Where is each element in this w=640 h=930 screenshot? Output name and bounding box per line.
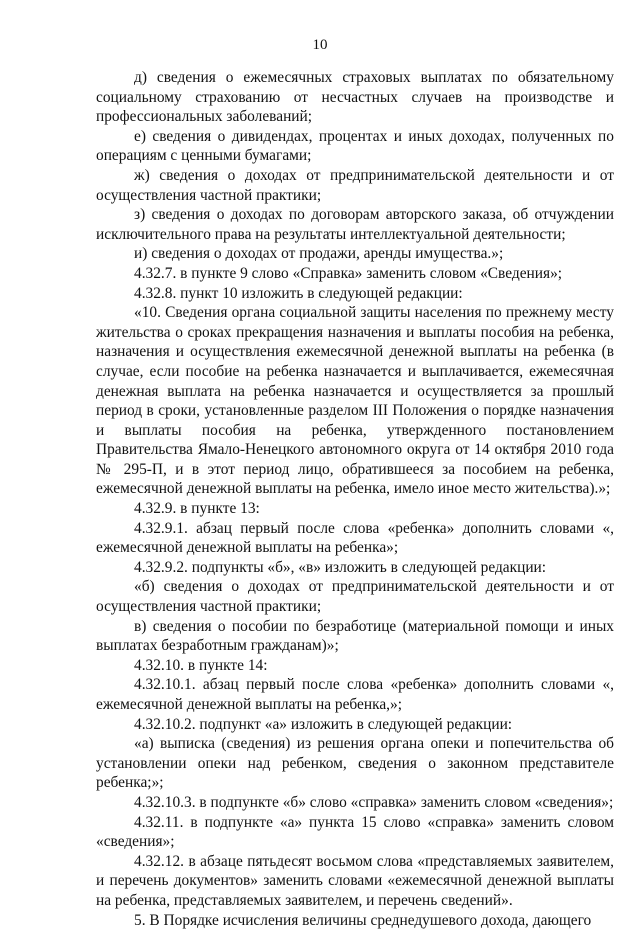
paragraph-4-32-9-1: 4.32.9.1. абзац первый после слова «ребенка» дополнить словами «, ежемесячной денежной выплаты на ребенка»; <box>96 519 614 557</box>
paragraph-subpoint-v: в) сведения о пособии по безработице (материальной помощи и иных выплатах безработным гражданам)»; <box>96 617 614 655</box>
paragraph-4-32-10-1: 4.32.10.1. абзац первый после слова «ребенка» дополнить словами «, ежемесячной денежной выплаты на ребенка,»; <box>96 676 614 713</box>
paragraph-e: е) сведения о дивидендах, процентах и иных доходах, полученных по операциям с ценными бумагами; <box>96 127 614 165</box>
page-number: 10 <box>312 37 328 53</box>
paragraph-point-10-text: «10. Сведения органа социальной защиты населения по прежнему месту жительства о сроках прекращения назначения и выплаты пособия на ребенка, назначения и осуществления ежемесячной денежной выплаты на ребенка (в случае, если пособие на ребенка назначается и выплачивается, ежемесячная денежная выплата на ребенка назначается и осуществляется за прошлый период в сроки, установленные разделом III Положения о порядке назначения и выплаты пособия на ребенка, утвержденного постановлением Правительства Ямало-Ненецкого автономного округа от 14 октября 2010 года № 295-П, и в этот период лицо, обратившееся за пособием на ребенка, ежемесячной денежной выплаты на ребенка, имело иное место жительства).»; <box>96 304 614 498</box>
paragraph-4-32-8: 4.32.8. пункт 10 изложить в следующей редакции: <box>134 284 463 302</box>
paragraph-4-32-9-2: 4.32.9.2. подпункты «б», «в» изложить в следующей редакции: <box>134 558 547 576</box>
document-body <box>96 68 614 930</box>
paragraph-subpoint-b: «б) сведения о доходах от предпринимательской деятельности и от осуществления частной практики; <box>96 578 614 616</box>
paragraph-4-32-10-3: 4.32.10.3. в подпункте «б» слово «справка» заменить словом «сведения»; <box>134 793 614 811</box>
paragraph-d: д) сведения о ежемесячных страховых выплатах по обязательному социальному страхованию от несчастных случаев на производстве и профессиональных заболеваний; <box>96 69 614 126</box>
paragraph-4-32-12: 4.32.12. в абзаце пятьдесят восьмом слова «представляемых заявителем, и перечень документов» заменить словами «ежемесячной денежной выплаты на ребенка, представляемых заявителем, и перечень сведений». <box>96 852 614 909</box>
paragraph-5: 5. В Порядке исчисления величины среднедушевого дохода, дающего <box>134 911 592 929</box>
paragraph-z: з) сведения о доходах по договорам авторского заказа, об отчуждении исключительного права на результаты интеллектуальной деятельности; <box>96 206 614 243</box>
paragraph-4-32-10: 4.32.10. в пункте 14: <box>134 656 268 674</box>
paragraph-4-32-7: 4.32.7. в пункте 9 слово «Справка» заменить словом «Сведения»; <box>134 264 563 282</box>
paragraph-4-32-9: 4.32.9. в пункте 13: <box>134 500 260 518</box>
paragraph-zh: ж) сведения о доходах от предпринимательской деятельности и от осуществления частной практики; <box>96 166 614 204</box>
paragraph-i: и) сведения о доходах от продажи, аренды имущества.»; <box>134 245 504 263</box>
paragraph-4-32-11: 4.32.11. в подпункте «а» пункта 15 слово «справка» заменить словом «сведения»; <box>96 813 614 851</box>
paragraph-4-32-10-2: 4.32.10.2. подпункт «а» изложить в следующей редакции: <box>134 715 513 733</box>
paragraph-subpoint-a: «а) выписка (сведения) из решения органа опеки и попечительства об установлении опеки над ребенком, сведения о законном представителе ребенка;»; <box>96 735 614 792</box>
